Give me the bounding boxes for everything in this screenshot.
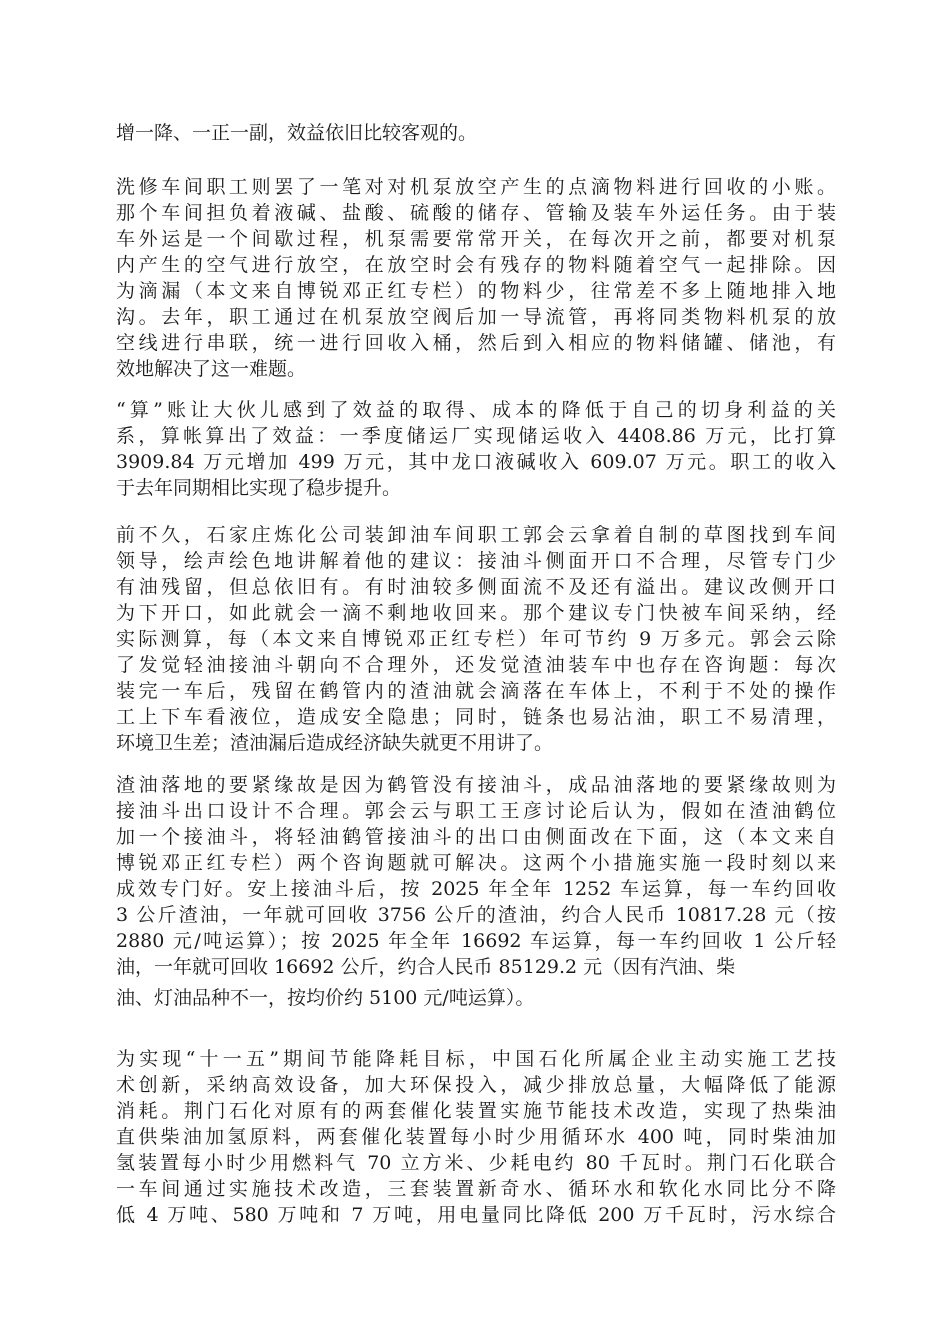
text-line: 直供柴油加氢原料，两套催化装置每小时少用循环水 400 吨，同时柴油加 — [116, 1126, 836, 1148]
text-line: 效地解决了这一难题。 — [116, 358, 307, 380]
text-line: 2880 元/吨运算）；按 2025 年全年 16692 车运算，每一车约回收 1 公斤轻 — [116, 930, 836, 952]
text-line: 3 公斤渣油，一年就可回收 3756 公斤的渣油，约合人民币 10817.28 元（按 — [116, 904, 836, 926]
text-line: 接油斗出口设计不合理。郭会云与职工王彦讨论后认为，假如在渣油鹤位 — [116, 800, 836, 822]
paragraph-2 — [116, 174, 836, 382]
text-line: 为滴漏（本文来自博锐邓正红专栏）的物料少，往常差不多上随地排入地 — [116, 280, 836, 302]
text-line: 博锐邓正红专栏）两个咨询题就可解决。这两个小措施实施一段时刻以来 — [116, 852, 836, 874]
text-line: 领导，绘声绘色地讲解着他的建议：接油斗侧面开口不合理，尽管专门少 — [116, 550, 836, 572]
text-line: 低 4 万吨、580 万吨和 7 万吨，用电量同比降低 200 万千瓦时，污水综合 — [116, 1204, 836, 1226]
text-line: 内产生的空气进行放空，在放空时会有残存的物料随着空气一起排除。因 — [116, 254, 836, 276]
text-line: 成效专门好。安上接油斗后，按 2025 年全年 1252 车运算，每一车约回收 — [116, 878, 836, 900]
text-line: 氢装置每小时少用燃料气 70 立方米、少耗电约 80 千瓦时。荆门石化联合 — [116, 1152, 836, 1174]
text-line: 工上下车看液位，造成安全隐患；同时，链条也易沾油，职工不易清理， — [116, 706, 836, 728]
text-line: 实际测算，每（本文来自博锐邓正红专栏）年可节约 9 万多元。郭会云除 — [116, 628, 836, 650]
text-line: 油、灯油品种不一，按均价约 5100 元/吨运算）。 — [116, 987, 535, 1009]
text-line: 术创新，采纳高效设备，加大环保投入，减少排放总量，大幅降低了能源 — [116, 1074, 836, 1096]
text-line: 空线进行串联，统一进行回收入桶，然后到入相应的物料储罐、储池，有 — [116, 332, 836, 354]
text-line: 洗修车间职工则罢了一笔对对机泵放空产生的点滴物料进行回收的小账。 — [116, 176, 836, 198]
text-line: 了发觉轻油接油斗朝向不合理外，还发觉渣油装车中也存在咨询题：每次 — [116, 654, 836, 676]
text-line: 有油残留，但总依旧有。有时油较多侧面流不及还有溢出。建议改侧开口 — [116, 576, 836, 598]
text-line: 为下开口，如此就会一滴不剩地收回来。那个建议专门快被车间采纳，经 — [116, 602, 836, 624]
text-line: 沟。去年，职工通过在机泵放空阀后加一导流管，再将同类物料机泵的放 — [116, 306, 836, 328]
text-line: 渣油落地的要紧缘故是因为鹤管没有接油斗，成品油落地的要紧缘故则为 — [116, 774, 836, 796]
text-line: 系，算帐算出了效益：一季度储运厂实现储运收入 4408.86 万元，比打算 — [116, 425, 836, 447]
paragraph-4 — [116, 522, 836, 756]
paragraph-3 — [116, 397, 836, 501]
paragraph-5-continuation — [116, 985, 836, 1011]
text-line: 于去年同期相比实现了稳步提升。 — [116, 477, 402, 499]
paragraph-6 — [116, 1046, 836, 1228]
text-line: 为实现“十一五”期间节能降耗目标，中国石化所属企业主动实施工艺技 — [116, 1048, 836, 1070]
text-line: 油，一年就可回收 16692 公斤，约合人民币 85129.2 元（因有汽油、柴 — [116, 956, 736, 978]
text-line: 前不久，石家庄炼化公司装卸油车间职工郭会云拿着自制的草图找到车间 — [116, 524, 836, 546]
text-line: 一车间通过实施技术改造，三套装置新奇水、循环水和软化水同比分不降 — [116, 1178, 836, 1200]
text-line: 车外运是一个间歇过程，机泵需要常常开关，在每次开之前，都要对机泵 — [116, 228, 836, 250]
text-line: 消耗。荆门石化对原有的两套催化装置实施节能技术改造，实现了热柴油 — [116, 1100, 836, 1122]
text-line: 加一个接油斗，将轻油鹤管接油斗的出口由侧面改在下面，这（本文来自 — [116, 826, 836, 848]
text-line: 3909.84 万元增加 499 万元，其中龙口液碱收入 609.07 万元。职工的收入 — [116, 451, 836, 473]
text-line: 环境卫生差；渣油漏后造成经济缺失就更不用讲了。 — [116, 732, 554, 754]
text-line: 增一降、一正一副，效益依旧比较客观的。 — [116, 122, 478, 144]
paragraph-5 — [116, 772, 836, 980]
text-line: “算”账让大伙儿感到了效益的取得、成本的降低于自己的切身利益的关 — [116, 399, 836, 421]
paragraph-1 — [116, 120, 836, 146]
text-line: 那个车间担负着液碱、盐酸、硫酸的储存、管输及装车外运任务。由于装 — [116, 202, 836, 224]
text-line: 装完一车后，残留在鹤管内的渣油就会滴落在车体上，不利于不处的操作 — [116, 680, 836, 702]
